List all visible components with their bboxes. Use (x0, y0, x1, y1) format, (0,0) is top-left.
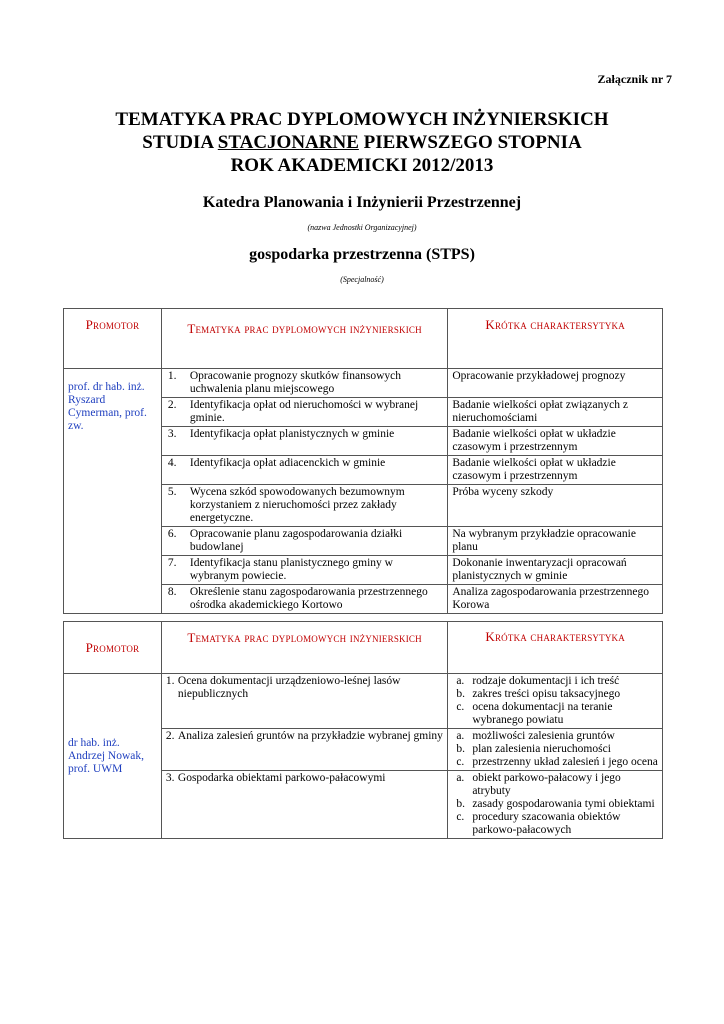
description-cell: Opracowanie przykładowej prognozy (448, 369, 663, 398)
list-marker: b. (456, 688, 465, 700)
list-text: możliwości zalesienia gruntów (472, 730, 615, 742)
department-note: (nazwa Jednostki Organizacyjnej) (307, 223, 417, 232)
header-promotor: Promotor (64, 309, 162, 369)
description-cell: Na wybranym przykładzie opracowanie planu (448, 527, 663, 556)
topic-number: 3. (165, 772, 175, 784)
header-topics: Tematyka prac dyplomowych inżynierskich (161, 309, 447, 369)
list-text: obiekt parkowo-pałacowy i jego atrybuty (472, 772, 621, 797)
list-marker: b. (456, 743, 465, 755)
list-text: zakres treści opisu taksacyjnego (472, 688, 621, 700)
list-text: zasady gospodarowania tymi obiektami (472, 798, 655, 810)
topic-cell (161, 674, 447, 729)
topics-table-1 (63, 308, 663, 614)
list-marker: a. (456, 772, 465, 784)
title-line-1: TEMATYKA PRAC DYPLOMOWYCH INŻYNIERSKICH (115, 109, 609, 130)
topic-cell (161, 556, 447, 585)
topic-number: 6. (167, 528, 177, 540)
list-item (452, 675, 658, 688)
topic-number: 2. (167, 399, 177, 411)
table-header-row (64, 309, 663, 369)
topic-cell (161, 398, 447, 427)
list-text: procedury szacowania obiektów parkowo-pałacowych (472, 811, 621, 836)
list-item (452, 811, 658, 837)
description-cell: Badanie wielkości opłat związanych z nieruchomościami (448, 398, 663, 427)
list-item (452, 701, 658, 727)
topic-cell (161, 527, 447, 556)
list-item (452, 743, 658, 756)
topic-text: Identyfikacja opłat adiacenckich w gminie (189, 457, 386, 469)
list-item (452, 798, 658, 811)
list-text: przestrzenny układ zalesień i jego ocena (472, 756, 658, 768)
description-list (452, 772, 658, 837)
description-cell: Dokonanie inwentaryzacji opracowań planistycznych w gminie (448, 556, 663, 585)
document-title (0, 108, 724, 177)
description-cell: Badanie wielkości opłat w układzie czasowym i przestrzennym (448, 456, 663, 485)
table-row (64, 369, 663, 398)
list-text: plan zalesienia nieruchomości (472, 743, 611, 755)
description-list (452, 730, 658, 769)
list-text: rodzaje dokumentacji i ich treść (472, 675, 620, 687)
list-marker: a. (456, 730, 465, 742)
title-line-3: ROK AKADEMICKI 2012/2013 (230, 155, 494, 176)
description-cell (448, 729, 663, 771)
topic-number: 3. (167, 428, 177, 440)
topic-text: Wycena szkód spowodowanych bezumownym korzystaniem z nieruchomości przez zakłady energetyczne. (189, 486, 405, 524)
topic-cell (161, 369, 447, 398)
header-topics: Tematyka prac dyplomowych inżynierskich (161, 622, 447, 674)
topic-text: Gospodarka obiektami parkowo-pałacowymi (177, 772, 386, 784)
header-description: Krótka charaktersytyka (448, 309, 663, 369)
list-item (452, 688, 658, 701)
topic-cell (161, 456, 447, 485)
topic-number: 5. (167, 486, 177, 498)
list-marker: b. (456, 798, 465, 810)
title-line-2: STUDIA STACJONARNE PIERWSZEGO STOPNIA (142, 132, 582, 153)
topic-number: 1. (167, 370, 177, 382)
list-marker: c. (456, 701, 465, 713)
topic-text: Analiza zalesień gruntów na przykładzie wybranej gminy (177, 730, 443, 742)
specialty-name: gospodarka przestrzenna (STPS) (249, 246, 475, 263)
topic-cell (161, 771, 447, 839)
topic-cell (161, 427, 447, 456)
header-description: Krótka charaktersytyka (448, 622, 663, 674)
topic-cell (161, 729, 447, 771)
topic-text: Identyfikacja stanu planistycznego gminy w wybranym powiecie. (189, 557, 393, 582)
topic-cell (161, 485, 447, 527)
description-cell: Analiza zagospodarowania przestrzennego Korowa (448, 585, 663, 614)
specialty-note: (Specjalność) (340, 275, 384, 284)
description-list (452, 675, 658, 727)
topic-number: 8. (167, 586, 177, 598)
topic-number: 7. (167, 557, 177, 569)
table-row (64, 674, 663, 729)
topic-cell (161, 585, 447, 614)
list-marker: c. (456, 756, 465, 768)
topic-text: Identyfikacja opłat planistycznych w gminie (189, 428, 395, 440)
topic-number: 1. (165, 675, 175, 687)
description-cell: Próba wyceny szkody (448, 485, 663, 527)
description-cell: Badanie wielkości opłat w układzie czasowym i przestrzennym (448, 427, 663, 456)
promotor-name: prof. dr hab. inż. Ryszard Cymerman, prof. zw. (64, 369, 162, 614)
list-marker: c. (456, 811, 465, 823)
topic-number: 4. (167, 457, 177, 469)
list-text: ocena dokumentacji na teranie wybranego powiatu (472, 701, 613, 726)
list-marker: a. (456, 675, 465, 687)
topic-text: Określenie stanu zagospodarowania przestrzennego ośrodka akademickiego Kortowo (189, 586, 428, 611)
topic-text: Identyfikacja opłat od nieruchomości w wybranej gminie. (189, 399, 419, 424)
header-promotor: Promotor (64, 622, 162, 674)
list-item (452, 730, 658, 743)
list-item (452, 772, 658, 798)
topics-table-2 (63, 621, 663, 839)
attachment-label: Załącznik nr 7 (597, 72, 672, 86)
topic-text: Opracowanie prognozy skutków finansowych uchwalenia planu miejscowego (189, 370, 401, 395)
description-cell (448, 674, 663, 729)
description-cell (448, 771, 663, 839)
promotor-name: dr hab. inż. Andrzej Nowak, prof. UWM (64, 674, 162, 839)
department-name: Katedra Planowania i Inżynierii Przestrzennej (202, 194, 522, 211)
table-header-row (64, 622, 663, 674)
list-item (452, 756, 658, 769)
topic-text: Ocena dokumentacji urządzeniowo-leśnej lasów niepublicznych (177, 675, 401, 700)
topic-number: 2. (165, 730, 175, 742)
topic-text: Opracowanie planu zagospodarowania działki budowlanej (189, 528, 403, 553)
